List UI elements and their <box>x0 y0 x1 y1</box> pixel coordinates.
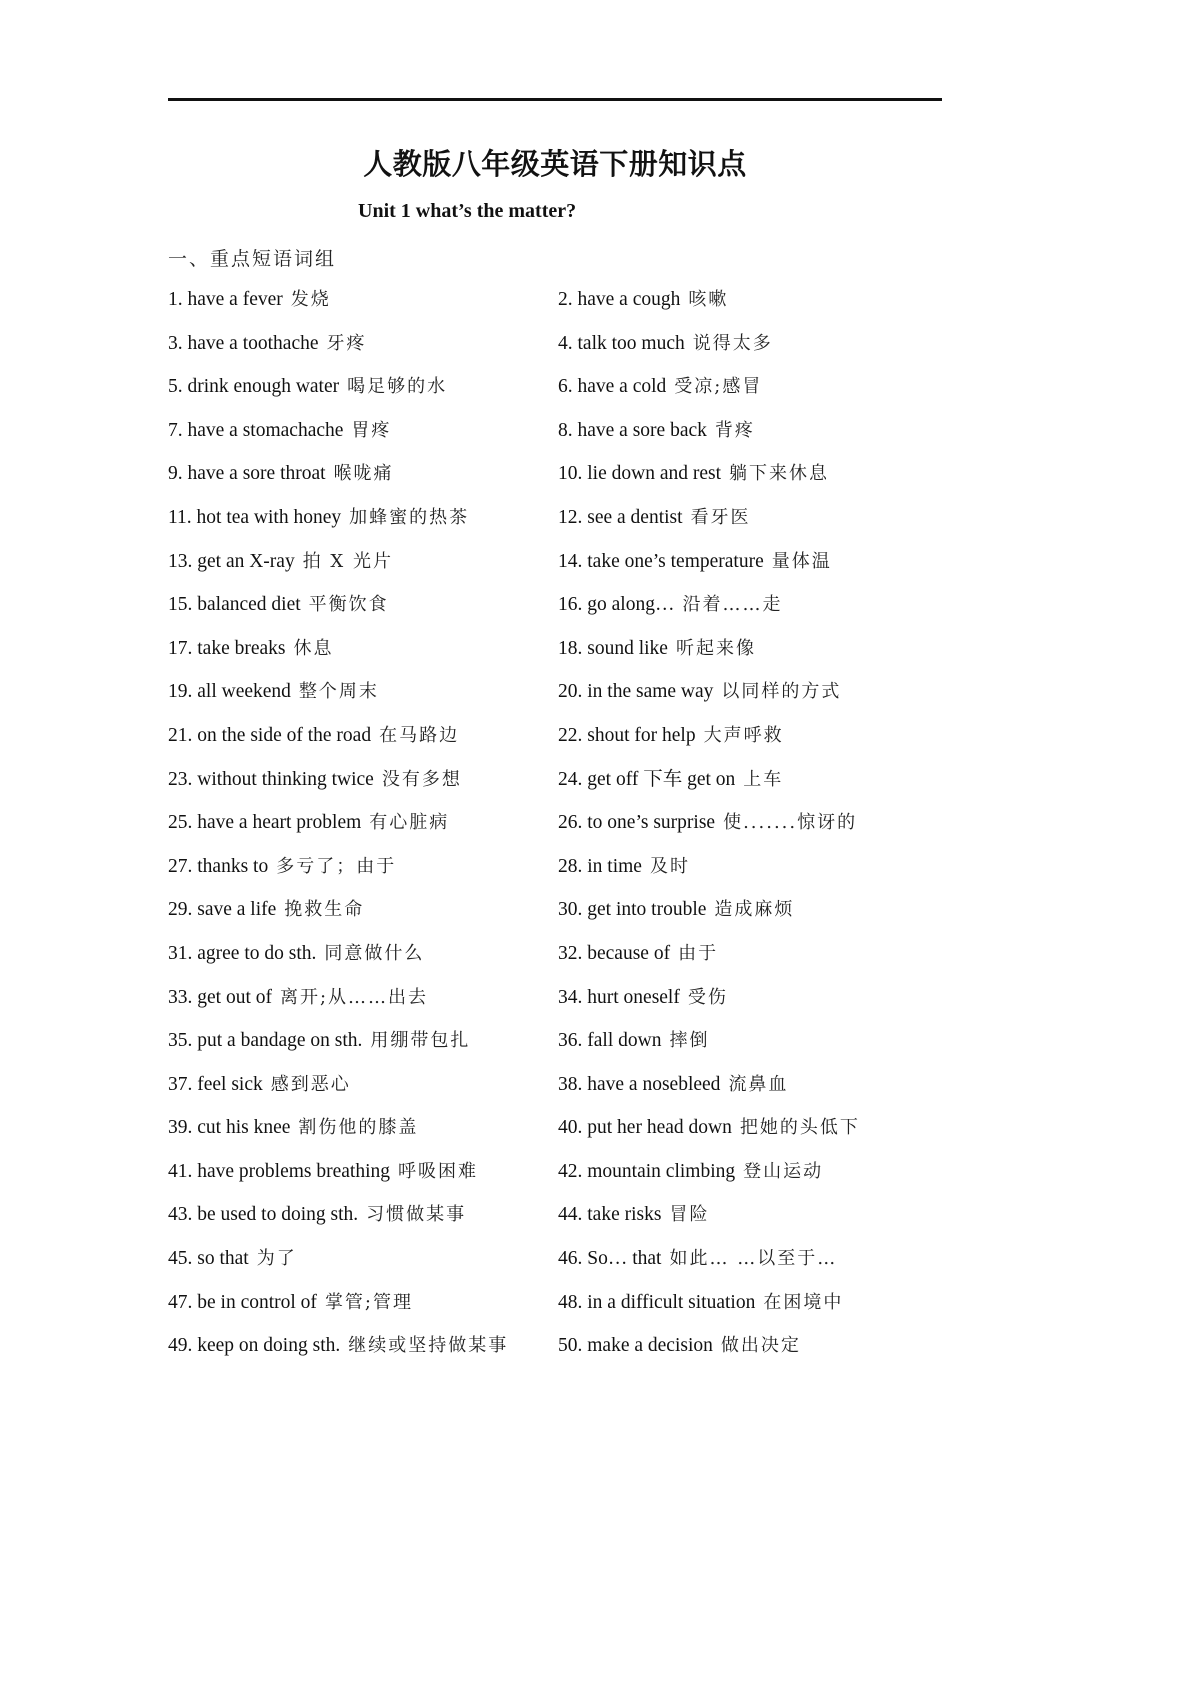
phrase-row <box>168 1071 968 1115</box>
phrase-chinese: 平衡饮食 <box>308 594 389 616</box>
phrase-english: in a difficult situation <box>587 1291 756 1313</box>
phrase-number: 43. <box>168 1204 193 1226</box>
phrase-english: be in control of <box>197 1291 317 1313</box>
phrase-english: sound like <box>587 637 668 659</box>
phrase-item <box>558 460 829 488</box>
phrase-item <box>558 591 782 619</box>
phrase-chinese: 看牙医 <box>690 506 751 528</box>
phrase-row <box>168 591 968 635</box>
phrase-chinese: 登山运动 <box>743 1160 824 1182</box>
phrase-item <box>558 984 728 1012</box>
phrase-english: have a cough <box>577 289 681 310</box>
phrase-number: 19. <box>168 681 193 703</box>
phrase-row <box>168 853 968 897</box>
phrase-chinese: 习惯做某事 <box>366 1204 467 1226</box>
phrase-number: 4. <box>558 332 573 354</box>
phrase-chinese: 上车 <box>743 768 784 790</box>
unit-title: Unit 1 what’s the matter? <box>358 200 577 222</box>
phrase-english: in time <box>587 855 642 877</box>
header-rule <box>168 98 942 101</box>
phrase-chinese: 继续或坚持做某事 <box>348 1335 509 1357</box>
phrase-chinese: 发烧 <box>290 289 331 310</box>
phrase-number: 12. <box>558 506 583 528</box>
phrase-row <box>168 1201 968 1245</box>
phrase-number: 5. <box>168 376 183 398</box>
phrase-item <box>168 984 428 1012</box>
phrase-item <box>168 1289 413 1317</box>
phrase-english: get an X-ray <box>197 550 295 572</box>
phrase-item <box>168 722 459 750</box>
phrase-row <box>168 286 968 330</box>
phrase-row <box>168 678 968 722</box>
phrase-row <box>168 1027 968 1071</box>
phrase-item <box>558 548 832 576</box>
phrase-row <box>168 1245 968 1289</box>
phrase-english: in the same way <box>587 681 714 703</box>
phrase-english: have a nosebleed <box>587 1073 721 1095</box>
phrase-number: 9. <box>168 463 183 485</box>
phrase-english: take one’s temperature <box>587 550 764 572</box>
phrase-row <box>168 635 968 679</box>
phrase-chinese: 做出决定 <box>720 1335 801 1357</box>
document-title: 人教版八年级英语下册知识点 <box>363 147 747 181</box>
phrase-number: 3. <box>168 332 183 354</box>
phrase-item <box>558 286 728 314</box>
phrase-number: 46. <box>558 1248 583 1270</box>
phrase-number: 16. <box>558 594 583 616</box>
phrase-item <box>558 896 794 924</box>
phrase-number: 21. <box>168 724 193 746</box>
phrase-chinese: 冒险 <box>669 1204 710 1226</box>
phrase-english: so that <box>197 1248 249 1270</box>
phrase-item <box>558 678 841 706</box>
phrase-item <box>558 1071 788 1099</box>
phrase-number: 48. <box>558 1291 583 1313</box>
phrase-item <box>168 766 462 794</box>
phrase-item <box>558 417 755 445</box>
phrase-number: 15. <box>168 594 193 616</box>
phrase-number: 30. <box>558 899 583 921</box>
phrase-chinese: 造成麻烦 <box>714 899 795 921</box>
phrase-english: save a life <box>197 899 277 921</box>
phrase-chinese: 及时 <box>649 855 690 877</box>
phrase-chinese: 受伤 <box>687 986 728 1008</box>
phrase-number: 31. <box>168 942 193 964</box>
phrase-chinese: 受凉;感冒 <box>674 376 763 398</box>
phrase-number: 20. <box>558 681 583 703</box>
phrase-english: mountain climbing <box>587 1160 736 1182</box>
phrase-chinese: 摔倒 <box>669 1030 710 1052</box>
phrase-chinese: 为了 <box>256 1248 297 1270</box>
phrase-item <box>168 940 424 968</box>
phrase-number: 44. <box>558 1204 583 1226</box>
phrase-english: put a bandage on sth. <box>197 1030 363 1052</box>
phrase-number: 22. <box>558 724 583 746</box>
phrase-item <box>558 1201 709 1229</box>
phrase-item <box>168 896 364 924</box>
phrase-chinese: 如此… …以至于… <box>669 1248 838 1270</box>
phrase-chinese: 加蜂蜜的热茶 <box>349 506 470 528</box>
phrase-english: without thinking twice <box>197 768 374 790</box>
phrase-item <box>558 766 783 794</box>
phrase-item <box>558 809 857 837</box>
phrase-number: 26. <box>558 812 583 834</box>
phrase-chinese: 拍 X 光片 <box>302 550 393 572</box>
phrase-english: feel sick <box>197 1073 263 1095</box>
phrase-number: 29. <box>168 899 193 921</box>
phrase-item <box>168 809 449 837</box>
phrase-english: be used to doing sth. <box>197 1204 359 1226</box>
phrase-number: 28. <box>558 855 583 877</box>
phrase-chinese: 割伤他的膝盖 <box>298 1117 419 1139</box>
phrase-item <box>168 1245 297 1273</box>
phrase-chinese: 整个周末 <box>298 681 379 703</box>
phrase-english: shout for help <box>587 724 696 746</box>
phrase-chinese: 躺下来休息 <box>729 463 830 485</box>
phrase-chinese: 胃疼 <box>351 419 392 441</box>
phrase-english: get off 下车 get on <box>587 768 736 790</box>
phrase-row <box>168 722 968 766</box>
phrase-chinese: 喝足够的水 <box>347 376 448 398</box>
phrase-row <box>168 984 968 1028</box>
phrase-item <box>558 853 690 881</box>
phrase-number: 35. <box>168 1030 193 1052</box>
phrase-number: 13. <box>168 550 193 572</box>
phrase-english: talk too much <box>577 332 685 354</box>
phrase-english: to one’s surprise <box>587 812 716 834</box>
phrase-number: 14. <box>558 550 583 572</box>
phrase-chinese: 量体温 <box>771 550 832 572</box>
phrase-item <box>558 330 773 358</box>
phrase-item <box>168 1114 418 1142</box>
phrase-english: have a toothache <box>187 332 319 354</box>
phrase-list <box>168 286 968 1376</box>
phrase-english: hurt oneself <box>587 986 680 1008</box>
phrase-english: agree to do sth. <box>197 942 317 964</box>
phrase-number: 24. <box>558 768 583 790</box>
phrase-english: have a heart problem <box>197 812 362 834</box>
phrase-number: 49. <box>168 1335 193 1357</box>
phrase-chinese: 背疼 <box>714 419 755 441</box>
phrase-chinese: 多亏了；由于 <box>276 855 397 877</box>
phrase-item <box>168 373 447 401</box>
phrase-english: have a stomachache <box>187 419 344 441</box>
phrase-english: lie down and rest <box>587 463 722 485</box>
phrase-chinese: 由于 <box>678 942 719 964</box>
phrase-chinese: 在困境中 <box>763 1291 844 1313</box>
phrase-number: 45. <box>168 1248 193 1270</box>
phrase-chinese: 大声呼救 <box>703 724 784 746</box>
phrase-item <box>168 1071 351 1099</box>
phrase-english: see a dentist <box>587 506 683 528</box>
phrase-english: have a sore back <box>577 419 707 441</box>
phrase-english: cut his knee <box>197 1117 291 1139</box>
phrase-number: 40. <box>558 1117 583 1139</box>
phrase-item <box>168 1158 478 1186</box>
phrase-chinese: 没有多想 <box>381 768 462 790</box>
phrase-number: 27. <box>168 855 193 877</box>
phrase-item <box>558 504 751 532</box>
phrase-item <box>558 722 784 750</box>
phrase-item <box>168 548 393 576</box>
phrase-number: 39. <box>168 1117 193 1139</box>
phrase-number: 38. <box>558 1073 583 1095</box>
phrase-english: all weekend <box>197 681 291 703</box>
phrase-english: keep on doing sth. <box>197 1335 341 1357</box>
phrase-row <box>168 1289 968 1333</box>
phrase-item <box>168 330 367 358</box>
phrase-item <box>558 1027 709 1055</box>
phrase-chinese: 流鼻血 <box>728 1073 789 1095</box>
phrase-item <box>168 1201 466 1229</box>
phrase-number: 2. <box>558 289 573 310</box>
phrase-number: 23. <box>168 768 193 790</box>
phrase-english: drink enough water <box>187 376 340 398</box>
phrase-number: 1. <box>168 289 183 310</box>
phrase-item <box>168 678 379 706</box>
phrase-row <box>168 504 968 548</box>
phrase-item <box>168 1027 470 1055</box>
phrase-item <box>558 1289 843 1317</box>
phrase-item <box>168 417 391 445</box>
phrase-item <box>168 1332 508 1360</box>
phrase-item <box>168 504 469 532</box>
phrase-item <box>558 1114 860 1142</box>
phrase-number: 37. <box>168 1073 193 1095</box>
phrase-number: 41. <box>168 1160 193 1182</box>
phrase-english: So… that <box>587 1248 662 1270</box>
phrase-english: have a sore throat <box>187 463 326 485</box>
phrase-chinese: 离开;从……出去 <box>279 986 429 1008</box>
phrase-row <box>168 548 968 592</box>
phrase-english: take risks <box>587 1204 662 1226</box>
phrase-number: 34. <box>558 986 583 1008</box>
phrase-english: have a cold <box>577 376 667 398</box>
phrase-item <box>168 460 394 488</box>
phrase-chinese: 说得太多 <box>692 332 773 354</box>
phrase-chinese: 以同样的方式 <box>721 681 842 703</box>
phrase-row <box>168 1114 968 1158</box>
phrase-number: 11. <box>168 506 192 528</box>
phrase-number: 8. <box>558 419 573 441</box>
section-heading: 一、重点短语词组 <box>168 248 337 270</box>
phrase-row <box>168 809 968 853</box>
phrase-chinese: 咳嗽 <box>688 289 729 310</box>
phrase-item <box>168 853 396 881</box>
phrase-row <box>168 896 968 940</box>
phrase-english: because of <box>587 942 671 964</box>
phrase-number: 17. <box>168 637 193 659</box>
phrase-chinese: 沿着……走 <box>682 594 783 616</box>
phrase-row <box>168 1332 968 1376</box>
phrase-item <box>558 1245 837 1273</box>
phrase-chinese: 用绷带包扎 <box>370 1030 471 1052</box>
phrase-number: 36. <box>558 1030 583 1052</box>
phrase-english: get out of <box>197 986 272 1008</box>
phrase-chinese: 感到恶心 <box>270 1073 351 1095</box>
phrase-chinese: 在马路边 <box>379 724 460 746</box>
phrase-chinese: 有心脏病 <box>369 812 450 834</box>
phrase-item <box>168 635 334 663</box>
phrase-english: take breaks <box>197 637 286 659</box>
phrase-number: 10. <box>558 463 583 485</box>
phrase-chinese: 呼吸困难 <box>398 1160 479 1182</box>
phrase-item <box>558 373 762 401</box>
phrase-english: hot tea with honey <box>196 506 342 528</box>
phrase-english: balanced diet <box>197 594 301 616</box>
phrase-english: have problems breathing <box>197 1160 391 1182</box>
phrase-row <box>168 460 968 504</box>
phrase-english: on the side of the road <box>197 724 372 746</box>
phrase-english: fall down <box>587 1030 662 1052</box>
phrase-chinese: 牙疼 <box>326 332 367 354</box>
phrase-chinese: 使.......惊讶的 <box>723 812 858 834</box>
phrase-chinese: 听起来像 <box>675 637 756 659</box>
phrase-english: go along… <box>587 594 675 616</box>
phrase-english: put her head down <box>587 1117 732 1139</box>
phrase-number: 6. <box>558 376 573 398</box>
phrase-number: 33. <box>168 986 193 1008</box>
phrase-english: make a decision <box>587 1335 713 1357</box>
phrase-item <box>168 591 389 619</box>
phrase-number: 32. <box>558 942 583 964</box>
phrase-item <box>168 286 331 314</box>
phrase-number: 50. <box>558 1335 583 1357</box>
phrase-item <box>558 1332 801 1360</box>
phrase-row <box>168 940 968 984</box>
phrase-row <box>168 417 968 461</box>
phrase-row <box>168 330 968 374</box>
phrase-item <box>558 635 756 663</box>
phrase-chinese: 同意做什么 <box>324 942 425 964</box>
phrase-number: 7. <box>168 419 183 441</box>
phrase-english: thanks to <box>197 855 269 877</box>
phrase-row <box>168 1158 968 1202</box>
phrase-chinese: 喉咙痛 <box>333 463 394 485</box>
phrase-number: 47. <box>168 1291 193 1313</box>
phrase-row <box>168 766 968 810</box>
phrase-item <box>558 1158 823 1186</box>
phrase-chinese: 把她的头低下 <box>739 1117 860 1139</box>
phrase-chinese: 掌管;管理 <box>324 1291 414 1313</box>
phrase-item <box>558 940 718 968</box>
phrase-number: 25. <box>168 812 193 834</box>
phrase-english: get into trouble <box>587 899 707 921</box>
phrase-number: 18. <box>558 637 583 659</box>
phrase-number: 42. <box>558 1160 583 1182</box>
phrase-chinese: 挽救生命 <box>284 899 365 921</box>
phrase-chinese: 休息 <box>293 637 334 659</box>
phrase-row <box>168 373 968 417</box>
phrase-english: have a fever <box>187 289 283 310</box>
